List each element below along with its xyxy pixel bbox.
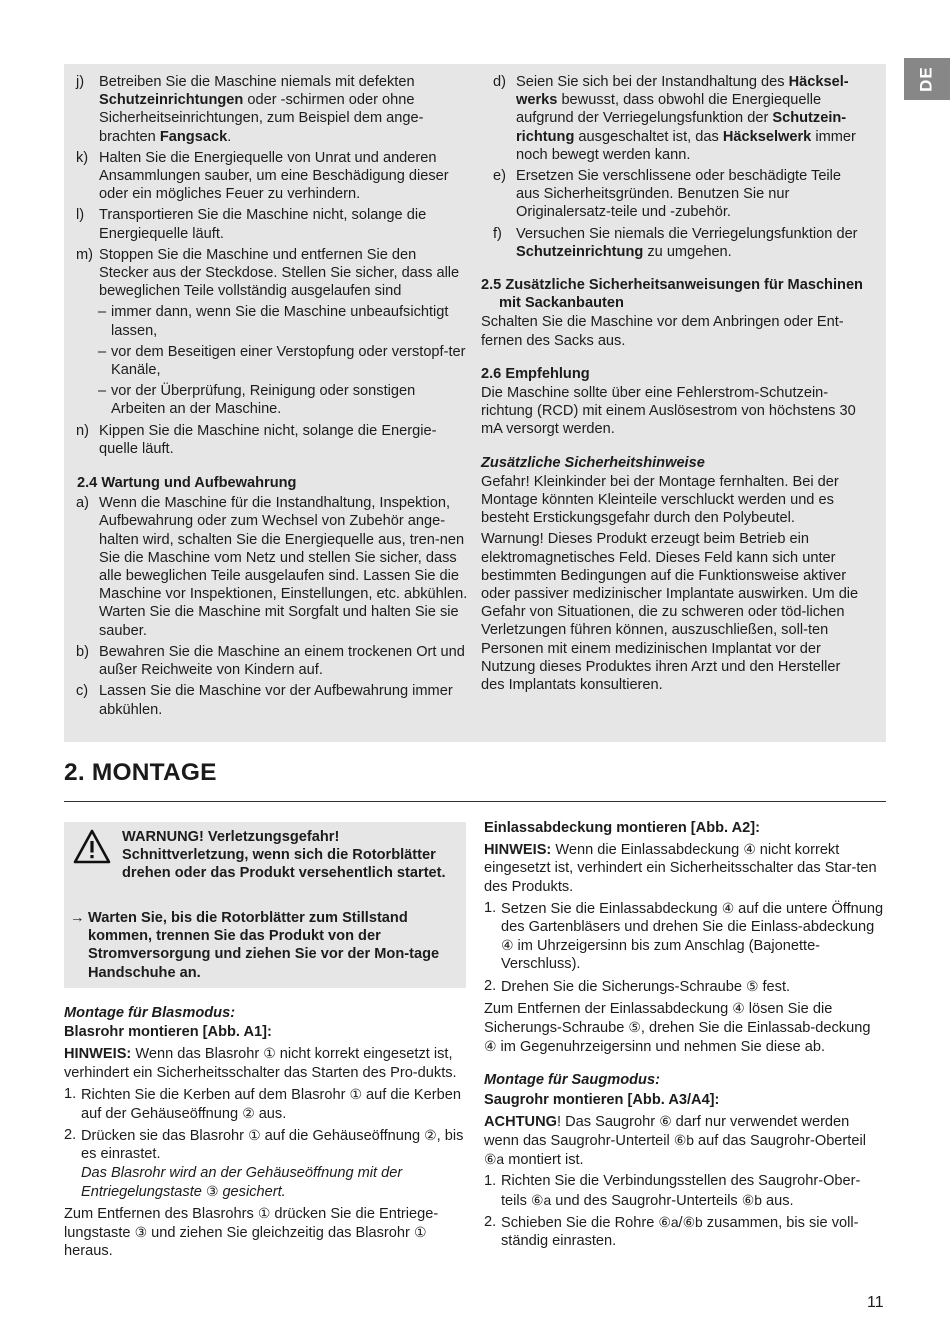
list-item: [484, 1213, 884, 1250]
subheading: [64, 1004, 466, 1022]
callout-number: ④: [484, 1038, 497, 1055]
paragraph: [484, 999, 884, 1057]
warning-title: WARNUNG! Verletzungsgefahr!: [122, 829, 340, 845]
subheading: [481, 276, 866, 312]
montage-left-column: [64, 989, 466, 1264]
text: lösen Sie die Sicherungs-Schraube: [484, 1000, 833, 1037]
paragraph: [481, 313, 866, 349]
list-marker: 2.: [64, 1127, 77, 1144]
text: zusammen, bis sie voll-ständig einrasten.: [501, 1214, 859, 1250]
montage-right-column: [484, 819, 884, 1253]
text: Betreiben Sie die Maschine niemals mit defekten: [99, 74, 415, 90]
callout-number: ⑥b: [673, 1132, 694, 1149]
text: Versuchen Sie niemals die Verriegelungsfunktion der: [516, 225, 858, 242]
text: Lassen Sie die Maschine vor der Aufbewahrung immer abkühlen.: [99, 683, 453, 718]
text: Wenn das Blasrohr: [131, 1046, 264, 1063]
warning-description: Schnittverletzung, wenn sich die Rotorblätter drehen oder das Produkt versehentlich startet.: [122, 847, 446, 882]
text: aus.: [761, 1192, 794, 1209]
subheading: [481, 454, 866, 472]
callout-number: ⑥a: [531, 1191, 552, 1208]
list-item: [64, 422, 469, 458]
list-item: [481, 225, 866, 261]
text: und ziehen Sie gleichzeitig das Blasrohr: [147, 1225, 414, 1242]
text: auf die Kerben auf der Gehäuseöffnung: [81, 1086, 461, 1123]
list-marker: –: [98, 383, 107, 400]
list-item: [64, 73, 469, 146]
list-item: [64, 682, 469, 718]
list-item: [64, 1085, 466, 1123]
bold-text: Saugrohr montieren [Abb. A3/A4]:: [484, 1091, 720, 1108]
text: nicht korrekt eingesetzt ist, verhindert ein Sicherheitsschalter das Star-ten des Produkts.: [484, 842, 877, 895]
bold-text: HINWEIS:: [484, 842, 552, 859]
section-divider: [64, 801, 886, 802]
arrow-right-icon: →: [70, 910, 85, 926]
callout-number: ①: [248, 1127, 261, 1144]
text: Setzen Sie die Einlassabdeckung: [501, 900, 722, 917]
bold-text: Einlassabdeckung montieren [Abb. A2]:: [484, 820, 760, 836]
paragraph: [481, 530, 866, 694]
callout-number: ②: [424, 1127, 437, 1144]
text: Zusätzliche Sicherheitshinweise: [481, 454, 705, 471]
list-marker: 1.: [484, 1173, 497, 1190]
text: bewusst, dass obwohl die Energiequelle aufgrund der Verriegelungsfunktion der: [516, 92, 822, 127]
subheading: [481, 365, 866, 383]
paragraph: [484, 819, 884, 837]
text: heraus.: [64, 1243, 113, 1260]
list-marker: k): [76, 149, 89, 166]
callout-number: ⑥b: [682, 1213, 703, 1230]
text: Richten Sie die Kerben auf dem Blasrohr: [81, 1086, 350, 1103]
warning-action-text: Warten Sie, bis die Rotorblätter zum Stillstand kommen, trennen Sie das Produkt von der Stromversorgung und ziehen Sie vor der Mon-tage Handschuhe an.: [88, 910, 440, 981]
callout-number: ⑥b: [741, 1191, 762, 1208]
safety-left-column: [64, 73, 469, 722]
text: im Gegenuhrzeigersinn und nehmen Sie diese ab.: [496, 1039, 826, 1056]
text: Wenn die Maschine für die Instandhaltung, Inspektion, Aufbewahrung oder zum Wechsel von Zubehör ange-halten wird, schalten Sie die Energiequelle aus, tren-nen Sie die Maschine vom Netz und stellen Sie sicher, dass alle beweglichen Teile ausgelaufen sind. Lassen Sie die Maschine vor Inspektionen, Einstellungen, etc. abkühlen. Warten Sie die Maschine mit Sorgfalt und halten Sie sie sauber.: [99, 495, 468, 639]
text: immer noch bewegt werden kann.: [516, 128, 856, 163]
subheading: [484, 1071, 884, 1089]
text: zu umgehen.: [643, 243, 732, 260]
text: ausgeschaltet ist, das: [574, 128, 723, 145]
list-item: [64, 343, 469, 379]
text: , drehen Sie die Einlassab-deckung: [640, 1020, 871, 1037]
list-item: [64, 494, 469, 640]
text: ! Das Saugrohr: [556, 1113, 660, 1130]
list-item: [481, 73, 866, 164]
list-item: [64, 643, 469, 679]
callout-number: ③: [134, 1224, 148, 1241]
italic-text: Das Blasrohr wird an der Gehäuseöffnung mit der Entriegelungstaste: [81, 1164, 403, 1200]
text: oder -schirmen oder ohne Sicherheitseinrichtungen, zum Beispiel dem ange-brachten: [99, 92, 424, 145]
paragraph: [484, 1112, 884, 1170]
text: Zum Entfernen der Einlassabdeckung: [484, 1000, 733, 1017]
list-item: [64, 246, 469, 301]
list-item: [64, 303, 469, 339]
list-marker: b): [76, 643, 89, 660]
text: und des Saugrohr-Unterteils: [551, 1192, 742, 1209]
list-marker: n): [76, 422, 89, 439]
language-tab: [904, 58, 950, 100]
bold-text: ACHTUNG: [484, 1113, 557, 1130]
list-marker: c): [76, 683, 89, 700]
warning-action: [70, 909, 458, 982]
list-marker: e): [493, 168, 506, 185]
text: vor dem Beseitigen einer Verstopfung oder verstopf-ter Kanäle,: [111, 343, 466, 379]
page-number: 11: [867, 1294, 884, 1311]
text: Gefahr! Kleinkinder bei der Montage fernhalten. Bei der Montage könnten Kleinteile verschluckt werden und es besteht Erstickungsgefahr durch den Polybeutel.: [481, 473, 839, 527]
text: Seien Sie sich bei der Instandhaltung des: [516, 74, 789, 90]
bold-text: Häckselwerk: [722, 128, 812, 145]
text: Schalten Sie die Maschine vor dem Anbringen oder Ent-fernen des Sacks aus.: [481, 314, 844, 349]
text: Ersetzen Sie verschlissene oder beschädigte Teile aus Sicherheitsgründen. Benutzen Sie nur Originalersatz-teile und -zubehör.: [516, 168, 842, 221]
safety-right-column: [481, 73, 866, 697]
list-item: [64, 206, 469, 242]
list-item: [484, 977, 884, 996]
callout-number: ④: [501, 937, 514, 954]
text: auf die untere Öffnung des Gartenbläsers und drehen Sie die Einlass-abdeckung: [501, 900, 884, 936]
text: Montage für Saugmodus:: [484, 1072, 660, 1089]
callout-number: ④: [732, 999, 745, 1016]
text: Warnung! Dieses Produkt erzeugt beim Betrieb ein elektromagnetisches Feld. Dieses Feld kann sich unter bestimmten Bedingungen auf die Funktionsweise aktiver oder passiver medizinischer Implantate auswirken. Um die Gefahr von Situationen, die zu schweren oder töd-lichen Verletzungen führen können, auszuschließen, soll-ten Personen mit einem medizinischen Implantat vor der Nutzung dieses Produktes ihren Arzt und den Hersteller des Implantats konsultieren.: [481, 531, 859, 694]
text: drücken Sie die Entriege-lungstaste: [64, 1206, 439, 1242]
bold-text: Häcksel-werks: [516, 74, 849, 109]
text: /: [678, 1214, 683, 1231]
bold-text: Schutzeinrichtungen: [99, 92, 244, 109]
bold-text: Schutzein-richtung: [516, 110, 847, 145]
text: Kippen Sie die Maschine nicht, solange die Energie-quelle läuft.: [99, 422, 437, 457]
callout-number: ④: [743, 841, 756, 858]
section-title-montage: 2. MONTAGE: [64, 759, 217, 786]
warning-triangle-icon: [72, 828, 112, 866]
text: 2.6 Empfehlung: [481, 365, 590, 382]
text: Schieben Sie die Rohre: [501, 1214, 659, 1231]
list-marker: f): [493, 225, 502, 242]
callout-number: ⑥a: [484, 1151, 505, 1168]
callout-number: ②: [242, 1105, 255, 1122]
text: nicht korrekt eingesetzt ist, verhindert ein Sicherheitsschalter das Starten des Pro-dukts.: [64, 1046, 457, 1081]
bold-text: HINWEIS:: [64, 1046, 132, 1063]
paragraph: [64, 1204, 466, 1261]
text: Zum Entfernen des Blasrohrs: [64, 1206, 258, 1223]
list-item: [484, 1172, 884, 1209]
paragraph: [484, 1091, 884, 1109]
callout-number: ⑥: [659, 1112, 672, 1129]
list-marker: 1.: [484, 899, 497, 916]
list-marker: l): [76, 207, 85, 224]
list-item: [481, 167, 866, 222]
list-marker: –: [98, 343, 107, 360]
warning-text: [122, 828, 452, 883]
bold-text: Blasrohr montieren [Abb. A1]:: [64, 1024, 272, 1041]
text: Montage für Blasmodus:: [64, 1005, 236, 1021]
callout-number: ③: [205, 1182, 219, 1199]
list-marker: 2.: [484, 977, 497, 994]
text: aus.: [254, 1106, 287, 1123]
bold-text: Schutzeinrichtung: [516, 243, 644, 260]
callout-number: ④: [721, 899, 735, 916]
text: Stoppen Sie die Maschine und entfernen Sie den Stecker aus der Steckdose. Stellen Sie sicher, dass alle beweglichen Teile vollständig ausgelaufen sind: [99, 246, 460, 300]
list-item: [64, 1126, 466, 1201]
list-item: [484, 899, 884, 974]
callout-number: ⑤: [746, 977, 759, 994]
list-item: [64, 149, 469, 204]
list-marker: 2.: [484, 1213, 497, 1230]
text: Halten Sie die Energiequelle von Unrat und anderen Ansammlungen sauber, um eine Beschädigung dieser oder ein mögliches Feuer zu verhindern.: [99, 149, 449, 203]
text: Transportieren Sie die Maschine nicht, solange die Energiequelle läuft.: [99, 207, 427, 242]
text: auf die Gehäuseöffnung: [260, 1128, 425, 1145]
italic-text: gesichert.: [218, 1183, 286, 1200]
paragraph: [481, 473, 866, 528]
list-marker: a): [76, 495, 89, 512]
text: Drehen Sie die Sicherungs-Schraube: [501, 978, 746, 995]
text: auf das Saugrohr-Oberteil: [693, 1133, 866, 1150]
text: .: [227, 128, 232, 145]
text: Die Maschine sollte über eine Fehlerstrom-Schutzein-richtung (RCD) mit einem Auslösestrom von höchstens 30 mA versorgt werden.: [481, 385, 856, 438]
callout-number: ①: [263, 1045, 276, 1062]
text: , bis es einrastet.: [81, 1128, 464, 1163]
text: Bewahren Sie die Maschine an einem trockenen Ort und außer Reichweite von Kindern auf.: [99, 643, 465, 679]
list-marker: 1.: [64, 1085, 77, 1102]
bold-text: Fangsack: [159, 128, 228, 145]
subheading: [77, 474, 469, 492]
text: im Uhrzeigersinn bis zum Anschlag (Bajonette-Verschluss).: [501, 938, 821, 973]
text: 2.5 Zusätzliche Sicherheitsanweisungen für Maschinen mit Sackanbauten: [481, 277, 863, 312]
callout-number: ①: [349, 1085, 362, 1102]
text: immer dann, wenn Sie die Maschine unbeaufsichtigt lassen,: [111, 304, 449, 339]
paragraph: [64, 1044, 466, 1081]
paragraph: [64, 1023, 466, 1041]
warning-box: [64, 822, 466, 988]
paragraph: [484, 840, 884, 896]
text: 2.4 Wartung und Aufbewahrung: [77, 475, 297, 492]
text: Richten Sie die Verbindungsstellen des Saugrohr-Ober-teils: [501, 1173, 861, 1209]
list-marker: –: [98, 304, 107, 321]
text: darf nur verwendet werden wenn das Saugrohr-Unterteil: [484, 1113, 850, 1150]
callout-number: ①: [413, 1224, 427, 1241]
text: fest.: [758, 978, 791, 995]
list-marker: j): [76, 74, 85, 90]
text: Wenn die Einlassabdeckung: [551, 842, 744, 859]
callout-number: ⑤: [628, 1019, 641, 1036]
text: Drücken sie das Blasrohr: [81, 1128, 249, 1145]
callout-number: ⑥a: [658, 1213, 679, 1230]
paragraph: [481, 384, 866, 439]
text: vor der Überprüfung, Reinigung oder sonstigen Arbeiten an der Maschine.: [111, 383, 416, 418]
list-marker: d): [493, 74, 506, 90]
list-item: [64, 382, 469, 418]
language-tab-label: DE: [916, 66, 936, 92]
list-marker: m): [76, 246, 94, 263]
callout-number: ①: [257, 1205, 271, 1222]
safety-instructions-box: [64, 64, 886, 742]
text: montiert ist.: [504, 1152, 584, 1169]
